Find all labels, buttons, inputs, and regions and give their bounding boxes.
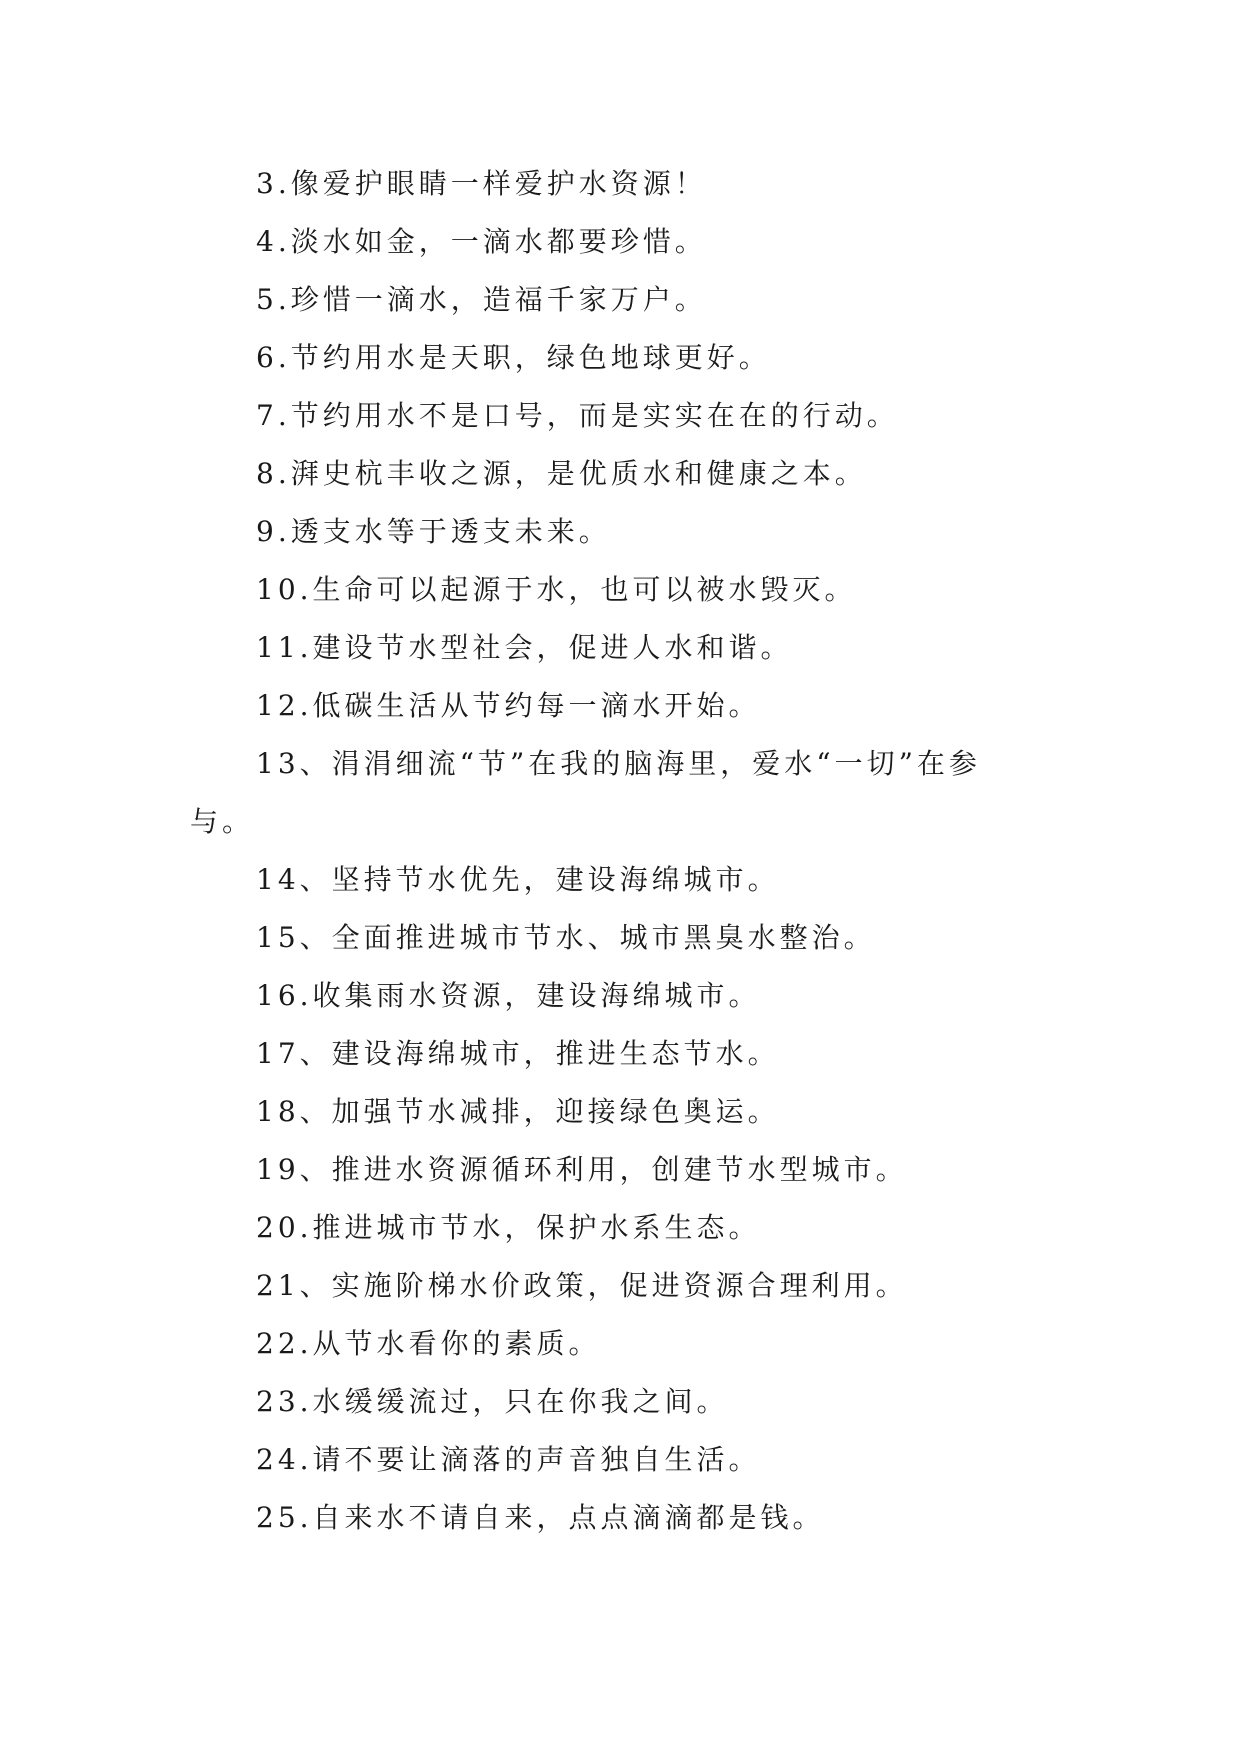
slogan-line: 13、涓涓细流“节”在我的脑海里，爱水“一切”在参: [256, 747, 981, 780]
slogan-line: 23.水缓缓流过，只在你我之间。: [256, 1385, 729, 1418]
slogan-line: 15、全面推进城市节水、城市黑臭水整治。: [256, 921, 876, 954]
slogan-line: 14、坚持节水优先，建设海绵城市。: [256, 863, 780, 896]
document-body: [190, 155, 1070, 1547]
slogan-line: 9.透支水等于透支未来。: [256, 515, 611, 548]
slogan-line: 7.节约用水不是口号，而是实实在在的行动。: [256, 399, 899, 432]
slogan-line: 24.请不要让滴落的声音独自生活。: [256, 1443, 761, 1476]
slogan-line: 22.从节水看你的素质。: [256, 1327, 601, 1360]
slogan-line: 16.收集雨水资源，建设海绵城市。: [256, 979, 761, 1012]
slogan-line: 17、建设海绵城市，推进生态节水。: [256, 1037, 780, 1070]
slogan-line: 6.节约用水是天职，绿色地球更好。: [256, 341, 771, 374]
slogan-line: 21、实施阶梯水价政策，促进资源合理利用。: [256, 1269, 908, 1302]
slogan-line: 18、加强节水减排，迎接绿色奥运。: [256, 1095, 780, 1128]
slogan-line: 3.像爱护眼睛一样爱护水资源！: [256, 167, 707, 200]
slogan-line: 19、推进水资源循环利用，创建节水型城市。: [256, 1153, 908, 1186]
slogan-line: 11.建设节水型社会，促进人水和谐。: [256, 631, 793, 664]
slogan-line: 8.湃史杭丰收之源，是优质水和健康之本。: [256, 457, 867, 490]
slogan-line: 10.生命可以起源于水，也可以被水毁灭。: [256, 573, 857, 606]
slogan-line: 5.珍惜一滴水，造福千家万户。: [256, 283, 707, 316]
slogan-line-continuation: 与。: [190, 805, 255, 838]
slogan-line: 25.自来水不请自来，点点滴滴都是钱。: [256, 1501, 825, 1534]
slogan-line: 20.推进城市节水，保护水系生态。: [256, 1211, 761, 1244]
slogan-line: 12.低碳生活从节约每一滴水开始。: [256, 689, 761, 722]
slogan-line: 4.淡水如金，一滴水都要珍惜。: [256, 225, 707, 258]
